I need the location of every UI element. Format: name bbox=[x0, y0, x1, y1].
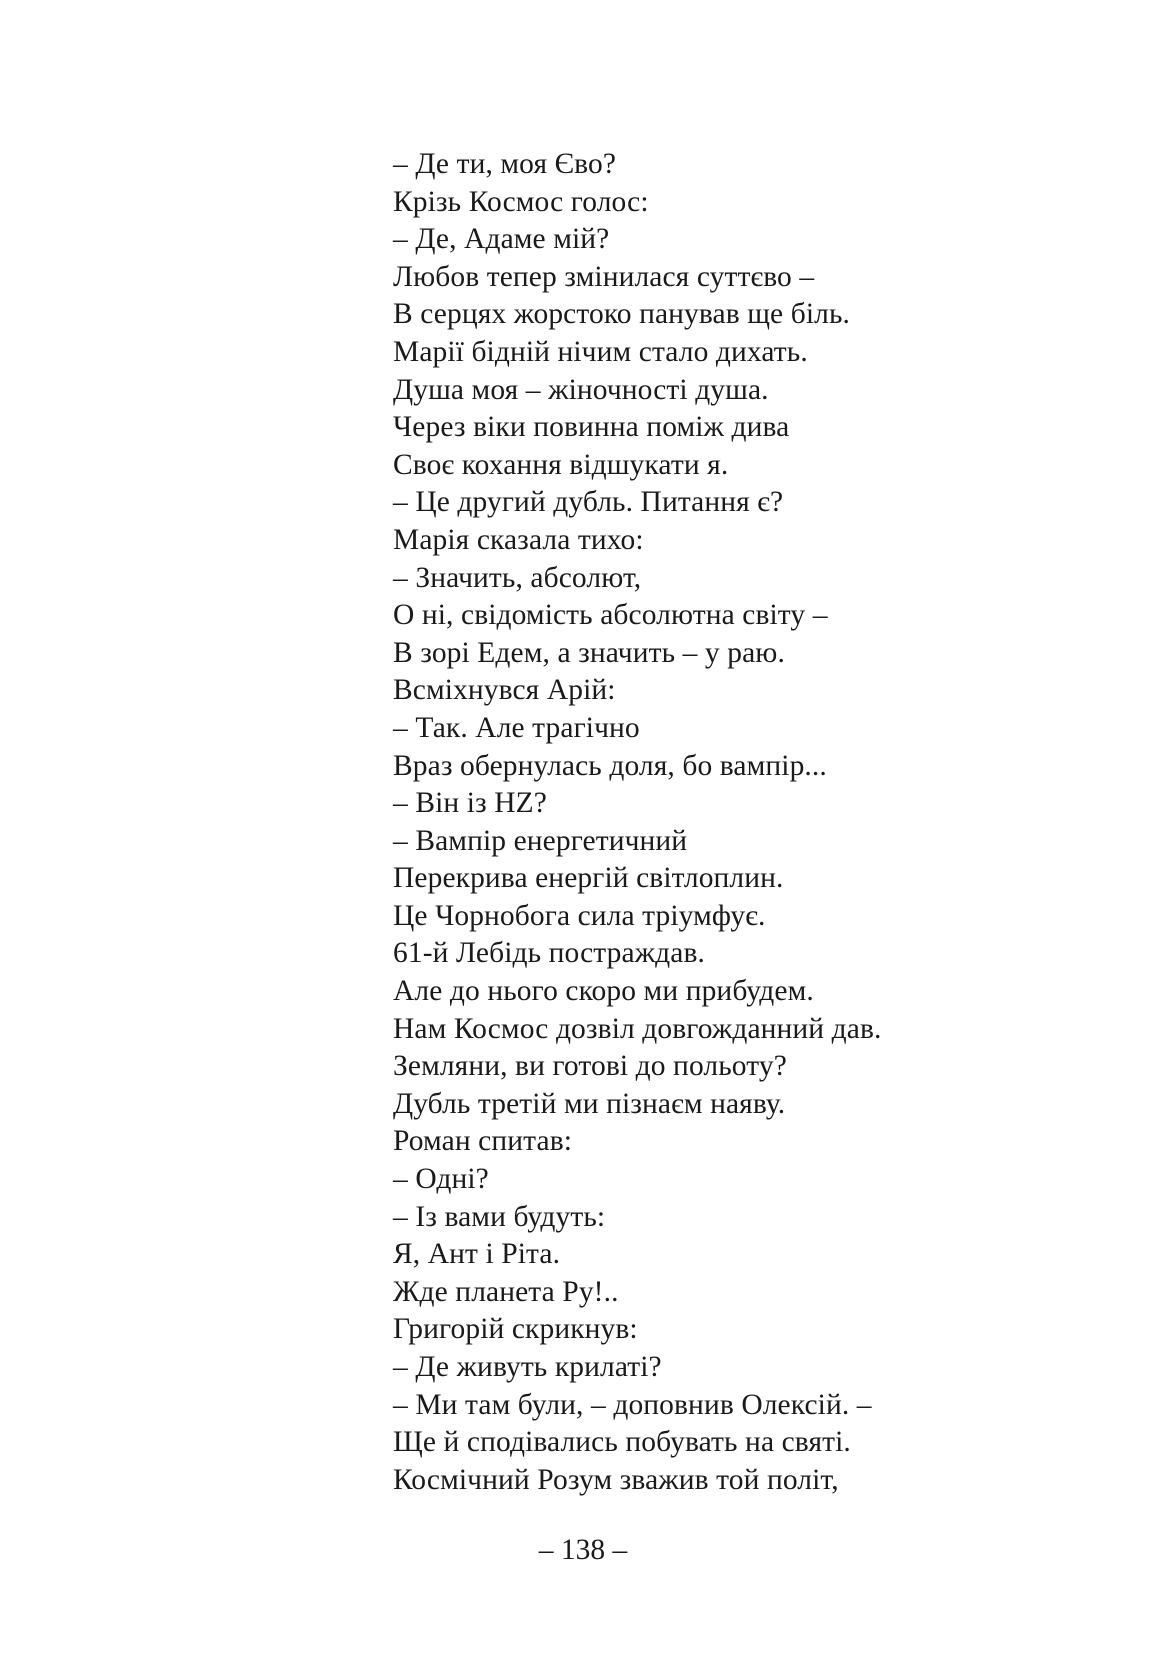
poem-line: Григорій скрикнув: bbox=[393, 1313, 638, 1346]
poem-line: Любов тепер змінилася суттєво – bbox=[393, 260, 815, 293]
poem-line: Але до нього скоро ми прибудем. bbox=[393, 975, 814, 1008]
poem-line: Я, Ант і Ріта. bbox=[393, 1238, 561, 1271]
poem-line: – Одні? bbox=[393, 1163, 489, 1196]
poem-line: – Він із HZ? bbox=[393, 787, 548, 820]
poem-line: Крізь Космос голос: bbox=[393, 185, 649, 218]
poem-line: Всміхнувся Арій: bbox=[393, 674, 616, 707]
poem-line: В зорі Едем, а значить – у раю. bbox=[393, 636, 785, 669]
page-number: – 138 – bbox=[538, 1534, 628, 1566]
poem-line: – Ми там були, – доповнив Олексій. – bbox=[393, 1388, 872, 1421]
poem-line: – Вампір енергетичний bbox=[393, 824, 688, 857]
poem-line: Душа моя – жіночності душа. bbox=[393, 373, 769, 406]
poem-line: Враз обернулась доля, бо вампір... bbox=[393, 749, 827, 782]
poem-line: О ні, свідомість абсолютна світу – bbox=[393, 599, 828, 632]
poem-line: Нам Космос дозвіл довгожданний дав. bbox=[393, 1012, 882, 1045]
poem-line: – Де, Адаме мій? bbox=[393, 223, 610, 256]
poem-line: – Де ти, моя Єво? bbox=[393, 148, 617, 180]
poem-line: Через віки повинна поміж дива bbox=[393, 411, 790, 444]
poem-line: В серцях жорстоко панував ще біль. bbox=[393, 298, 850, 331]
poem-line: Жде планета Ру!.. bbox=[393, 1275, 619, 1308]
poem-line: Це Чорнобога сила тріумфує. bbox=[393, 899, 766, 932]
poem-line: Роман спитав: bbox=[393, 1125, 573, 1158]
poem-line: 61-й Лебідь постраждав. bbox=[393, 937, 705, 970]
poem-line: – Так. Але трагічно bbox=[393, 711, 640, 744]
poem-line: Марії бідній нічим стало дихать. bbox=[393, 335, 808, 368]
poem-line: Своє кохання відшукати я. bbox=[393, 448, 729, 481]
poem-line: – Це другий дубль. Питання є? bbox=[393, 486, 784, 519]
poem-text bbox=[393, 146, 1093, 1499]
poem-line: Марія сказала тихо: bbox=[393, 523, 644, 556]
poem-line: – Значить, абсолют, bbox=[393, 561, 642, 594]
poem-line: Дубль третій ми пізнаєм наяву. bbox=[393, 1087, 786, 1120]
poem-line: – Із вами будуть: bbox=[393, 1200, 606, 1233]
poem-line: Космічний Розум зважив той політ, bbox=[393, 1463, 839, 1496]
poem-line: Ще й сподівались побувать на святі. bbox=[393, 1426, 851, 1459]
poem-line: Перекрива енергій світлоплин. bbox=[393, 862, 784, 895]
poem-line: – Де живуть крилаті? bbox=[393, 1351, 662, 1383]
poem-line: Земляни, ви готові до польоту? bbox=[393, 1050, 787, 1083]
